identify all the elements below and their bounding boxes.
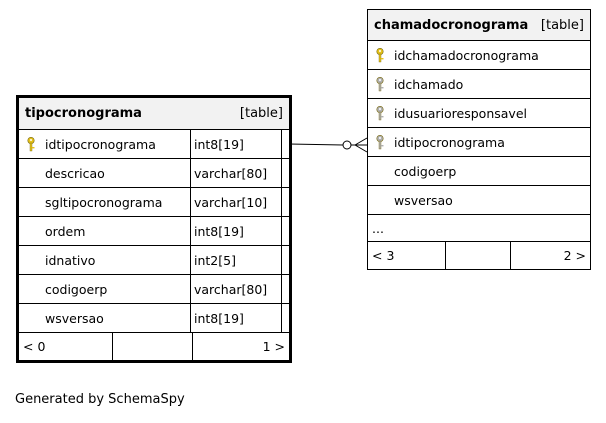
footer-spacer xyxy=(113,333,193,360)
table-kind: [table] xyxy=(239,106,283,121)
column-type: int8[19] xyxy=(190,217,281,245)
column-row[interactable] xyxy=(368,41,590,70)
crows-foot-icon xyxy=(355,138,367,145)
foreign-key-icon xyxy=(372,134,388,150)
column-row[interactable] xyxy=(19,130,289,159)
column-row[interactable] xyxy=(368,99,590,128)
primary-key-icon xyxy=(23,136,39,152)
column-name: idnativo xyxy=(45,252,96,268)
column-row[interactable] xyxy=(368,70,590,99)
column-name: idtipocronograma xyxy=(394,134,505,150)
footer-parents-count[interactable]: 1 > xyxy=(262,339,285,354)
column-name: ordem xyxy=(45,223,86,239)
column-name: descricao xyxy=(45,165,105,181)
table-chamadocronograma[interactable] xyxy=(367,9,591,270)
footer-parents-count[interactable]: 2 > xyxy=(563,248,586,263)
generated-by-note: Generated by SchemaSpy xyxy=(15,392,185,407)
table-header[interactable] xyxy=(368,10,590,41)
column-name: wsversao xyxy=(45,310,104,326)
table-footer xyxy=(368,242,590,269)
column-name: idtipocronograma xyxy=(45,136,156,152)
column-row[interactable] xyxy=(368,157,590,186)
column-spacer xyxy=(281,275,289,303)
primary-key-icon xyxy=(372,47,388,63)
column-row[interactable] xyxy=(19,246,289,275)
column-type: int8[19] xyxy=(190,130,281,158)
column-spacer xyxy=(281,217,289,245)
column-name: codigoerp xyxy=(394,163,457,179)
footer-spacer xyxy=(446,242,511,269)
column-type: varchar[80] xyxy=(190,275,281,303)
foreign-key-icon xyxy=(372,76,388,92)
column-spacer xyxy=(281,304,289,332)
column-type: varchar[10] xyxy=(190,188,281,216)
column-row[interactable] xyxy=(19,275,289,304)
column-row[interactable] xyxy=(368,128,590,157)
column-name: sgltipocronograma xyxy=(45,194,163,210)
column-type: int2[5] xyxy=(190,246,281,274)
footer-children-count[interactable]: < 0 xyxy=(19,333,113,360)
table-name: tipocronograma xyxy=(25,106,142,121)
column-row[interactable] xyxy=(368,186,590,215)
column-type: varchar[80] xyxy=(190,159,281,187)
column-row[interactable] xyxy=(19,217,289,246)
column-spacer xyxy=(281,246,289,274)
column-row[interactable] xyxy=(19,159,289,188)
optional-circle-icon xyxy=(343,141,351,149)
column-name: idchamadocronograma xyxy=(394,47,539,63)
footer-children-count[interactable]: < 3 xyxy=(368,242,446,269)
column-name: idusuarioresponsavel xyxy=(394,105,527,121)
column-name: wsversao xyxy=(394,192,453,208)
column-spacer xyxy=(281,130,289,158)
table-name: chamadocronograma xyxy=(374,17,529,33)
column-row[interactable] xyxy=(19,188,289,217)
foreign-key-icon xyxy=(372,105,388,121)
column-type: int8[19] xyxy=(190,304,281,332)
column-spacer xyxy=(281,159,289,187)
column-name: idchamado xyxy=(394,76,464,92)
column-row[interactable] xyxy=(19,304,289,333)
more-columns-ellipsis: ... xyxy=(368,215,590,242)
table-header[interactable] xyxy=(19,98,289,130)
column-spacer xyxy=(281,188,289,216)
column-name: codigoerp xyxy=(45,281,108,297)
table-footer xyxy=(19,333,289,360)
table-tipocronograma[interactable] xyxy=(16,95,292,363)
table-kind: [table] xyxy=(540,17,584,33)
